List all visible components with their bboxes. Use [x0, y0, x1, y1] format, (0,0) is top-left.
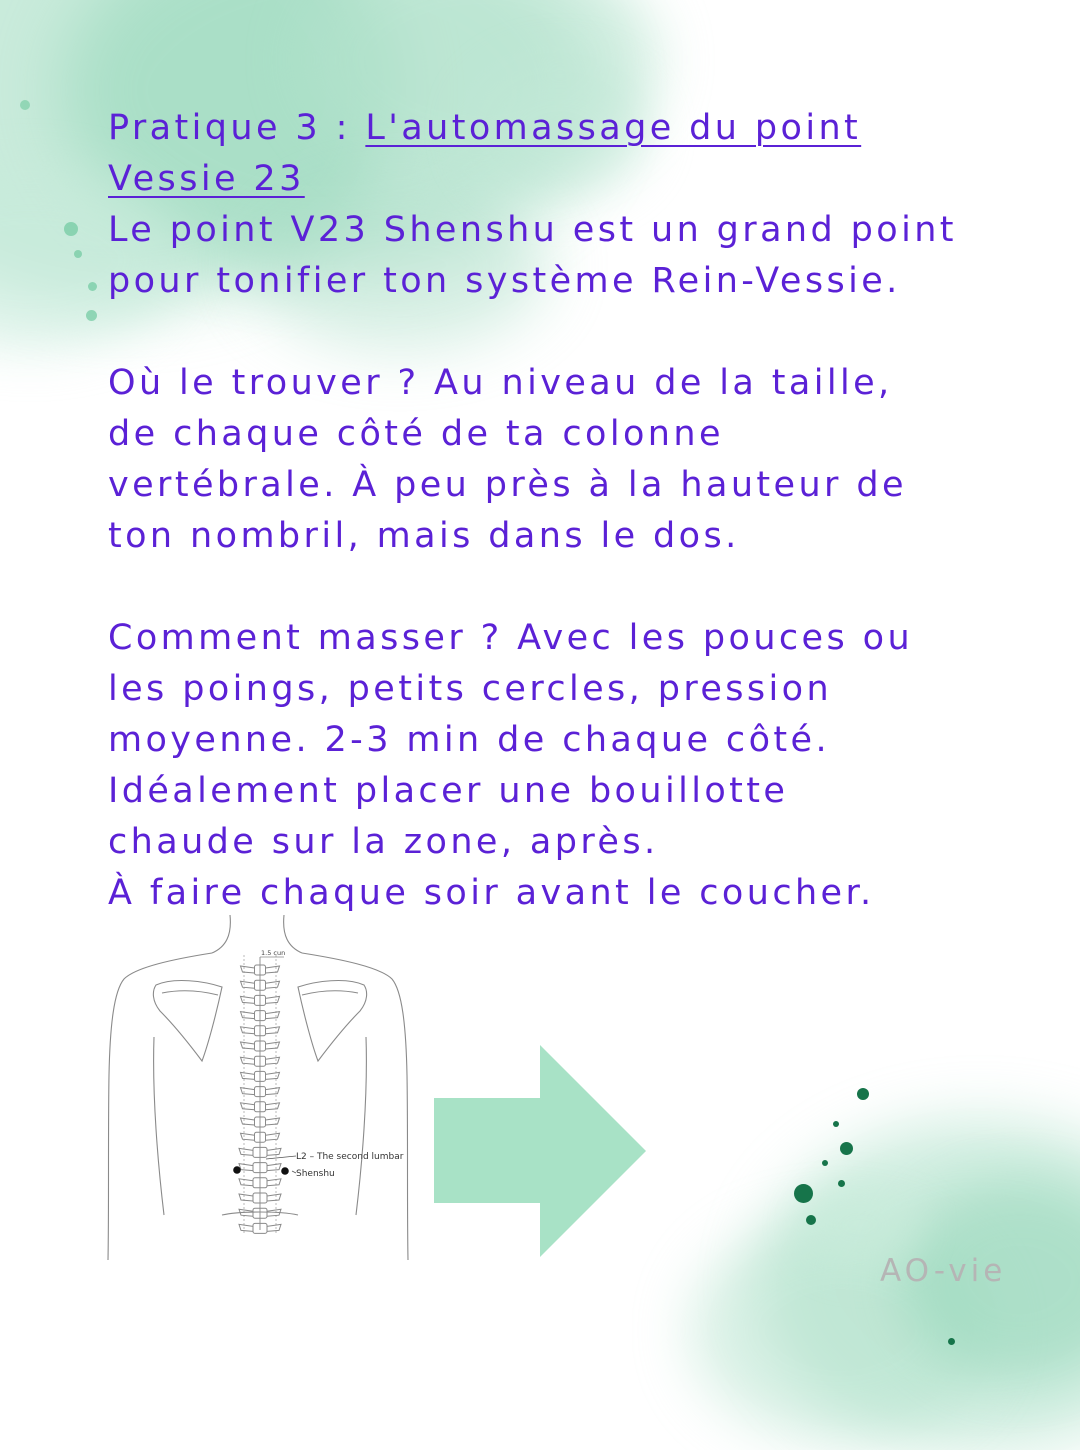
shenshu-point-left — [233, 1166, 241, 1174]
arrow-right-icon — [434, 1045, 646, 1257]
back-anatomy-diagram — [104, 915, 416, 1260]
location-line: ton nombril, mais dans le dos. — [108, 516, 740, 556]
vertebra-process — [266, 1057, 280, 1064]
vertebra-process — [266, 1012, 280, 1019]
vertebra-process — [267, 1179, 281, 1186]
location-line: Où le trouver ? Au niveau de la taille, — [108, 363, 893, 403]
vertebra-process — [239, 1179, 253, 1186]
vertebra-process — [266, 996, 280, 1003]
vertebra-process — [266, 1133, 280, 1140]
vertebra-process — [241, 1042, 255, 1049]
vertebra-process — [266, 1027, 280, 1034]
vertebra-process — [239, 1148, 253, 1155]
practice-title-line-1 — [108, 103, 1028, 154]
vertebra-process — [267, 1164, 281, 1171]
location-line: vertébrale. À peu près à la hauteur de — [108, 465, 907, 505]
vertebra-process — [241, 1057, 255, 1064]
vertebra-process — [241, 981, 255, 988]
vertebra-process — [241, 1088, 255, 1095]
location-line: de chaque côté de ta colonne — [108, 414, 724, 454]
massage-line: moyenne. 2-3 min de chaque côté. — [108, 720, 830, 760]
vertebra-process — [266, 981, 280, 988]
vertebra-process — [241, 1027, 255, 1034]
practice-title-continued: Vessie 23 — [108, 159, 305, 199]
vertebra-process — [267, 1194, 281, 1201]
practice-title: L'automassage du point — [365, 108, 862, 148]
vertebra-process — [239, 1164, 253, 1171]
vertebra-process — [241, 1072, 255, 1079]
shenshu-point-right — [281, 1167, 289, 1175]
massage-line: les poings, petits cercles, pression — [108, 669, 833, 709]
massage-line: Idéalement placer une bouillotte — [108, 771, 789, 811]
practice-prefix: Pratique 3 : — [108, 108, 366, 148]
content-text — [108, 103, 1028, 919]
massage-line: À faire chaque soir avant le coucher. — [108, 873, 875, 913]
vertebra-process — [266, 966, 280, 973]
measure-label: 1.5 cun — [261, 949, 286, 957]
practice-title-line-2 — [108, 154, 1028, 205]
brand-signature: AO-vie — [880, 1253, 1007, 1289]
vertebra-process — [239, 1224, 253, 1231]
vertebra-process — [266, 1118, 280, 1125]
vertebra-process — [267, 1224, 281, 1231]
vertebra-process — [241, 1133, 255, 1140]
intro-line: Le point V23 Shenshu est un grand point — [108, 210, 957, 250]
vertebra-process — [266, 1088, 280, 1095]
vertebra-process — [266, 1042, 280, 1049]
vertebra-process — [241, 1103, 255, 1110]
vertebra-process — [241, 1012, 255, 1019]
vertebra-process — [266, 1103, 280, 1110]
vertebra-process — [241, 1118, 255, 1125]
vertebra-process — [239, 1194, 253, 1201]
vertebra-label: L2 – The second lumbar — [296, 1152, 404, 1162]
massage-line: Comment masser ? Avec les pouces ou — [108, 618, 914, 658]
massage-line: chaude sur la zone, après. — [108, 822, 659, 862]
shenshu-label: Shenshu — [296, 1169, 335, 1179]
vertebra-process — [241, 996, 255, 1003]
vertebra-process — [267, 1148, 281, 1155]
intro-line: pour tonifier ton système Rein-Vessie. — [108, 261, 901, 301]
vertebra-process — [266, 1072, 280, 1079]
vertebra-process — [241, 966, 255, 973]
